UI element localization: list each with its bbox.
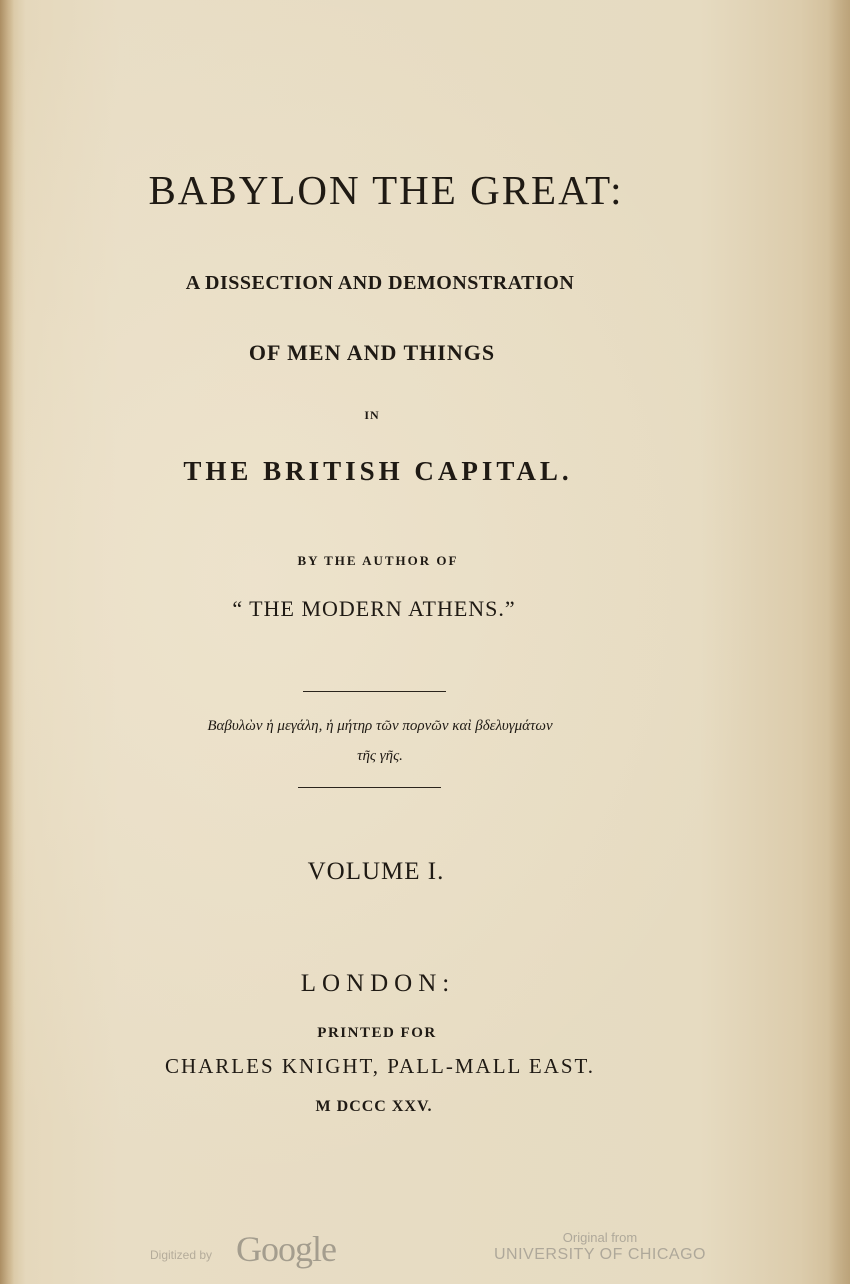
page-right-edge bbox=[828, 0, 850, 1284]
subtitle-line-3: THE BRITISH CAPITAL. bbox=[183, 456, 573, 486]
google-watermark bbox=[150, 1228, 390, 1278]
source-library: UNIVERSITY OF CHICAGO bbox=[493, 1246, 706, 1263]
imprint-place: LONDON: bbox=[300, 970, 456, 997]
google-logo: Google bbox=[236, 1229, 336, 1269]
imprint-publisher: CHARLES KNIGHT, PALL-MALL EAST. bbox=[164, 1054, 596, 1078]
author-attribution: BY THE AUTHOR OF bbox=[297, 553, 459, 568]
book-title: BABYLON THE GREAT: bbox=[148, 167, 624, 213]
original-from-label: Original from bbox=[562, 1230, 638, 1245]
volume-number: VOLUME I. bbox=[307, 858, 445, 885]
epigraph-line-2: τῆς γῆς. bbox=[357, 748, 403, 764]
source-watermark bbox=[470, 1230, 730, 1264]
digitized-by-label: Digitized by bbox=[150, 1248, 213, 1262]
subtitle-line-2: OF MEN AND THINGS bbox=[248, 340, 496, 365]
subtitle-line-1: A DISSECTION AND DEMONSTRATION bbox=[185, 272, 575, 294]
author-previous-work: “ THE MODERN ATHENS.” bbox=[232, 596, 516, 621]
divider-rule-top bbox=[303, 691, 446, 692]
epigraph-line-1: Βαβυλὼν ἡ μεγάλη, ἡ μήτηρ τῶν πορνῶν καὶ βδελυγμάτων bbox=[207, 718, 553, 734]
divider-rule-bottom bbox=[298, 787, 441, 788]
imprint-printed-for: PRINTED FOR bbox=[317, 1025, 437, 1041]
subtitle-in: IN bbox=[364, 408, 380, 422]
imprint-date: M DCCC XXV. bbox=[315, 1098, 433, 1115]
